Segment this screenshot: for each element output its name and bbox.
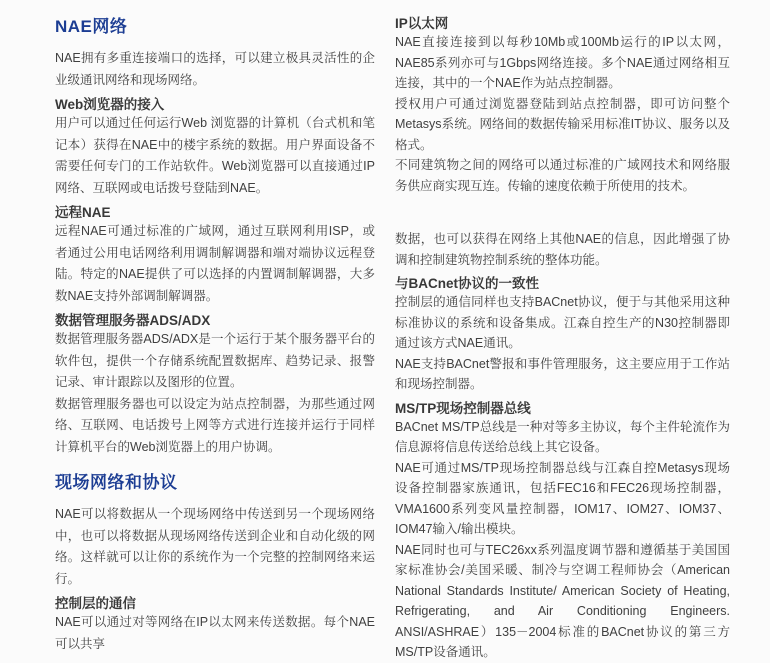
paragraph: NAE可以将数据从一个现场网络中传送到另一个现场网络中，也可以将数据从现场网络传送到企业和自动化级的网络。这样就可以让你的系统作为一个完整的控制网络来运行。 [55,507,375,586]
sub-heading: 控制层的通信 [55,596,136,611]
sub-heading: 数据管理服务器ADS/ADX [55,313,211,328]
paragraph: NAE支持BACnet警报和事件管理服务，这主要应用于工作站和现场控制器。 [395,356,730,391]
paragraph: NAE可通过MS/TP现场控制器总线与江森自控Metasys现场设备控制器家族通讯，包括FEC16和FEC26现场控制器，VMA1600系列变风量控制器，IOM17、IOM27、IOM37、IOM47输入/输出模块。 [395,460,730,536]
paragraph: BACnet MS/TP总线是一种对等多主协议，每个主件轮流作为信息源将信息传送给总线上其它设备。 [395,419,730,454]
sub-heading: MS/TP现场控制器总线 [395,400,531,416]
paragraph: 用户可以通过任何运行Web 浏览器的计算机（台式机和笔记本）获得在NAE中的楼宇系统的数据。用户界面设备不需要任何专门的工作站软件。Web浏览器可以直接通过IP网络、互联网或电话拨号登陆到NAE。 [55,116,375,195]
paragraph: 数据管理服务器也可以设定为站点控制器，为那些通过网络、互联网、电话拨号上网等方式进行连接并运行于同样计算机平台的Web浏览器上的用户协调。 [55,396,375,454]
paragraph: 数据管理服务器ADS/ADX是一个运行于某个服务器平台的软件包，提供一个存储系统配置数据库、趋势记录、报警记录、审计跟踪以及图形的位置。 [55,332,375,389]
paragraph: 授权用户可通过浏览器登陆到站点控制器，即可访问整个Metasys系统。网络间的数据传输采用标准IT协议、服务以及格式。 [395,96,730,152]
paragraph: NAE拥有多重连接端口的选择，可以建立极具灵活性的企业级通讯网络和现场网络。 [55,51,375,87]
sub-heading: 远程NAE [55,205,111,220]
right-column [395,14,730,659]
paragraph: 数据，也可以获得在网络上其他NAE的信息，因此增强了协调和控制建筑物控制系统的整体功能。 [395,232,730,267]
section-heading: NAE网络 [55,17,128,36]
section-heading: 现场网络和协议 [55,473,178,492]
sub-heading: IP以太网 [395,16,449,31]
paragraph: 控制层的通信同样也支持BACnet协议，便于与其他采用这种标准协议的系统和设备集成。江森自控生产的N30控制器即通过该方式NAE通讯。 [395,295,730,350]
paragraph: 远程NAE可通过标准的广域网，通过互联网利用ISP，或者通过公用电话网络利用调制解调器和端对端协议远程登陆。特定的NAE提供了可以选择的内置调制解调器，大多数NAE支持外部调制解调器。 [55,224,375,303]
sub-heading: Web浏览器的接入 [55,97,165,112]
paragraph: NAE直接连接到以每秒10Mb或100Mb运行的IP以太网，NAE85系列亦可与1Gbps网络连接。多个NAE通过网络相互连接，其中的一个NAE作为站点控制器。 [395,35,730,90]
paragraph: NAE同时也可与TEC26xx系列温度调节器和遵循基于美国国家标准协会/美国采暖、制冷与空调工程师协会（American National Standards Institute/ American Society of Heating, Refrigerating, and Air Conditioning Engineers. ANSI/ASHRAE）135－2004标准的BACnet协议的第三方MS/TP设备通讯。 [395,542,730,659]
paragraph: 不同建筑物之间的网络可以通过标准的广域网技术和网络服务供应商实现互连。传输的速度依赖于所使用的技术。 [395,158,730,193]
left-column [55,14,375,651]
sub-heading: 与BACnet协议的一致性 [395,276,539,291]
column-sync-gap [395,196,730,229]
paragraph: NAE可以通过对等网络在IP以太网来传送数据。每个NAE可以共享 [55,615,375,651]
